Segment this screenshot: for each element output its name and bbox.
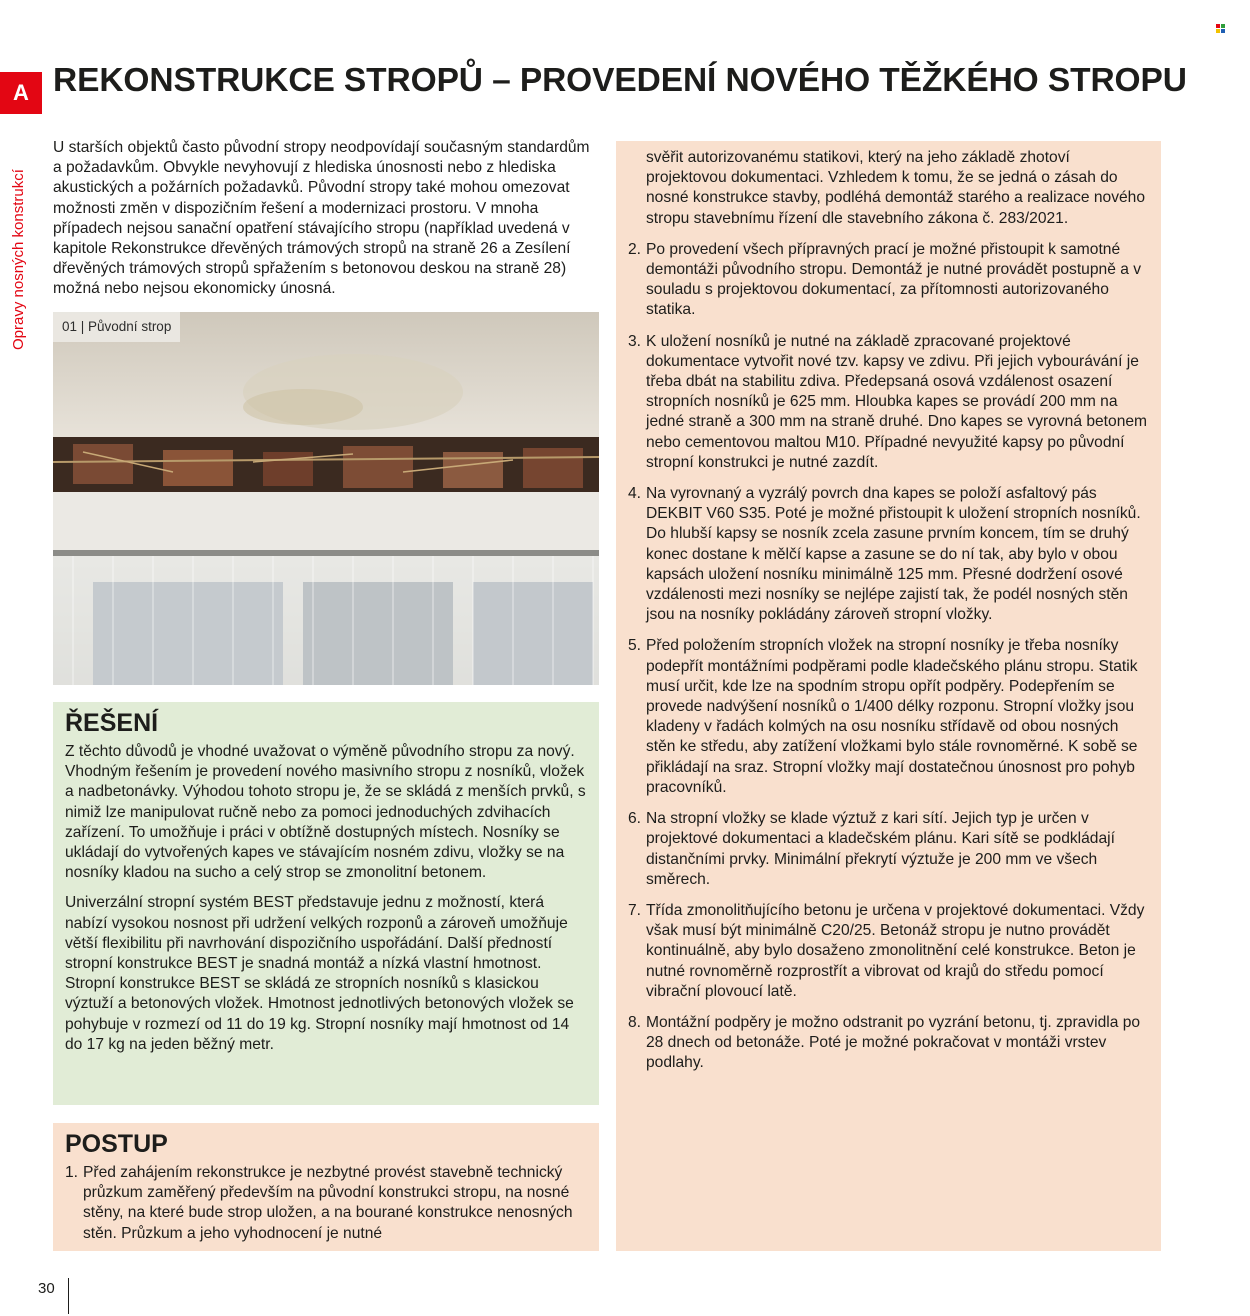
step-number: 3.	[628, 332, 642, 350]
page-number: 30	[38, 1280, 55, 1297]
step-text: Na vyrovnaný a vyzrálý povrch dna kapes se položí asfaltový pás DEKBIT V60 S35. Poté je možné přistoupit k uložení stropních nosníků. Do hlubší kapsy se nosník zcela zasune prvním koncem, tím se druhý konec dostane k mělčí kapse a zasune se do ní tak, aby bylo v obou kapsách uložení nosníku minimálně 125 mm. Přesné dodržení osové vzdálenosti mezi nosníky se nejlépe zajistí tak, že podél nosných stěn jsou na nosníky pokládány zároveň stropní vložky.	[646, 485, 1141, 624]
chapter-side-label: Opravy nosných konstrukcí	[10, 169, 27, 350]
step-number: 6.	[628, 810, 642, 828]
step-number: 5.	[628, 637, 642, 655]
step-text: Montážní podpěry je možno odstranit po vyzrání betonu, tj. zpravidla po 28 dnech od betonáže. Poté je možné pokračovat v montáži vrstev podlahy.	[646, 1013, 1141, 1072]
step-number: 7.	[628, 901, 642, 919]
step-text: Po provedení všech přípravných prací je možné přistoupit k samotné demontáži původního stropu. Demontáž je nutné provádět postupně a v souladu s projektovou dokumentací, za přítomnosti autorizovaného statika.	[646, 240, 1141, 319]
procedure-continuation-box	[616, 141, 1161, 1251]
intro-paragraph: U starších objektů často původní stropy neodpovídají současným standardům a požadavkům. Obvykle nevyhovují z hlediska únosnosti nebo z hlediska akustických a požárních požadavků. Původní stropy také mohou omezovat možnosti změn v dispozičním řešení a modernizaci prostoru. V mnoha případech nejsou sanační opatření stávajícího stropu (například uvedená v kapitole Rekonstrukce dřevěných trámových stropů na straně 26 a Zesílení dřevěných trámových stropů spřažením s betonovou deskou na straně 28) možná nebo nejsou ekonomicky únosná.	[53, 139, 590, 298]
step-number: 1.	[65, 1164, 79, 1181]
step-text: Před položením stropních vložek na stropní nosníky je třeba nosníky podepřít montážními podpěrami podle kladečského plánu stropu. Statik musí určit, kde lze na spodním stropu opřít podpěry. Podepřením se provede nadvýšení nosníků o 1/400 délky rozponu. Stropní vložky jsou kladeny v řadách kolmých na osu nosníku střídavě od obou nosných stěn ke středu, aby zatížení vložkami bylo stále rovnoměrné. K sobě se přikládají na sraz. Stropní vložky mají dostatečnou únosnost pro pohyb pracovníků.	[646, 637, 1138, 796]
step-text: Před zahájením rekonstrukce je nezbytné provést stavebně technický průzkum zaměřený především na původní konstrukci stropu, na nosné stěny, na které bude strop uložen, a na bourané konstrukce nenosných stěn. Průzkum a jeho vyhodnocení je nutné	[83, 1164, 573, 1242]
procedure-step-8	[628, 1013, 1149, 1074]
page-title: REKONSTRUKCE STROPŮ – PROVEDENÍ NOVÉHO TĚŽKÉHO STROPU	[53, 62, 1187, 99]
procedure-step-5	[628, 636, 1149, 798]
solution-paragraph-2: Univerzální stropní systém BEST představuje jednu z možností, která nabízí vysokou nosnost při udržení velkých rozponů a zároveň umožňuje větší flexibilitu při navrhování dispozičního uspořádání. Další předností stropní konstrukce BEST je snadná montáž a nízká vlastní hmotnost. Stropní konstrukce BEST se skládá ze stropních nosníků s klasickou výztuží a betonových vložek. Hmotnost jednotlivých betonových vložek se pohybuje v rozmezí od 11 do 19 kg. Stropní nosníky mají hmotnost od 14 do 17 kg na jeden běžný metr.	[65, 894, 574, 1053]
procedure-step-7	[628, 901, 1149, 1002]
procedure-box	[53, 1123, 599, 1251]
photo-original-ceiling	[53, 312, 599, 685]
ceiling-photo-illustration	[53, 312, 599, 685]
solution-box	[53, 702, 599, 1105]
procedure-step-1	[65, 1163, 587, 1244]
chapter-tab: A	[0, 72, 42, 114]
step-number: 4.	[628, 485, 642, 503]
page-number-divider	[68, 1278, 69, 1314]
step-number: 2.	[628, 240, 642, 258]
solution-paragraph-1: Z těchto důvodů je vhodné uvažovat o výměně původního stropu za nový. Vhodným řešením je provedení nového masivního stropu z nosníků, vložek a nadbetonávky. Výhodou tohoto stropu je, že se skládá z menších prvků, s nimiž lze manipulovat ručně nebo za pomoci jednoduchých zdvihacích zařízení. To umožňuje i práci v obtížně dostupných místech. Nosníky se ukládají do vytvořených kapes ve stávajícím nosném zdivu, vložky se na nosníky kladou na sucho a celý strop se zmonolitní betonem.	[65, 743, 586, 882]
procedure-step-1-continued: svěřit autorizovanému statikovi, který na jeho základě zhotoví projektovou dokumentaci. Vzhledem k tomu, že se jedná o zásah do nosné konstrukce stavby, podléhá demontáž starého a realizace nového stropu stavebnímu řízení dle stavebního zákona č. 283/2021.	[646, 149, 1146, 227]
solution-heading: ŘEŠENÍ	[65, 709, 159, 737]
procedure-step-4	[628, 484, 1149, 625]
photo-caption: 01 | Původní strop	[53, 312, 180, 342]
procedure-step-3	[628, 332, 1149, 473]
procedure-step-2	[628, 240, 1149, 321]
step-text: K uložení nosníků je nutné na základě zpracované projektové dokumentace vytvořit nové tzv. kapsy ve zdivu. Při jejich vybourávání je třeba dbát na stabilitu zdiva. Předepsaná osová vzdálenost osazení stropních nosníků je 625 mm. Hloubka kapes se provádí 200 mm na jedné straně a 300 mm na straně druhé. Dno kapes se vyrovná betonem nebo cementovou maltou M10. Případné nevyužité kapsy po původní stropní konstrukci je nutné zazdít.	[646, 332, 1148, 471]
step-text: Na stropní vložky se klade výztuž z kari sítí. Jejich typ je určen v projektové dokumentaci a kladečském plánu. Kari sítě se podkládají distančními prvky. Minimální překrytí výztuže je 200 mm ve všech směrech.	[646, 810, 1115, 888]
step-text: Třída zmonolitňujícího betonu je určena v projektové dokumentaci. Vždy však musí být minimálně C20/25. Betonáž stropu je nutno provádět kontinuálně, aby bylo dosaženo zmonolitnění celé konstrukce. Beton je nutné rovnoměrně rozprostřít a vibrovat od krajů do středu pomocí vibrační plovoucí latě.	[646, 901, 1145, 1000]
procedure-step-6	[628, 809, 1149, 890]
step-number: 8.	[628, 1013, 642, 1031]
procedure-heading: POSTUP	[65, 1130, 168, 1158]
color-registration-icon	[1216, 24, 1226, 34]
